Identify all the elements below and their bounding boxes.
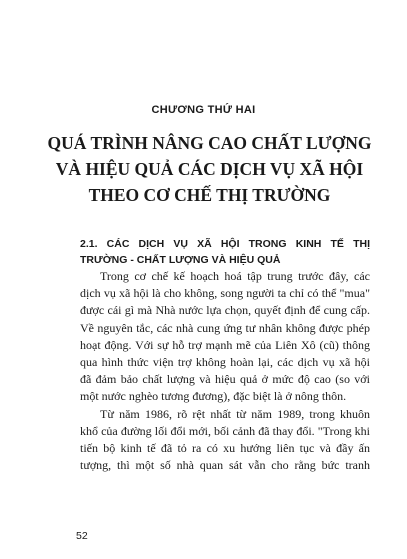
page-number: 52 bbox=[76, 530, 88, 542]
section-heading-line: TRƯỜNG - CHẤT LƯỢNG VÀ HIỆU QUẢ bbox=[80, 254, 281, 266]
section-heading bbox=[80, 236, 370, 268]
paragraph-line: tiến bộ kinh tế đã tỏ ra có xu hướng liên tục và đầy ấn bbox=[80, 440, 370, 455]
chapter-title-line: VÀ HIỆU QUẢ CÁC DỊCH VỤ XÃ HỘI bbox=[55, 159, 364, 179]
chapter-title-line: QUÁ TRÌNH NÂNG CAO CHẤT LƯỢNG bbox=[47, 133, 372, 153]
paragraph-line: dịch vụ xã hội là cho không, song người ta chỉ có thể "mua" bbox=[80, 286, 370, 301]
paragraph-line: Trong cơ chế kế hoạch hoá tập trung trước đây, các bbox=[100, 269, 370, 283]
paragraph-line: khổ của đường lối đổi mới, bối cảnh đã thay đổi. "Trong khi bbox=[80, 423, 370, 438]
paragraph-line: qua hình thức viện trợ không hoàn lại, các dịch vụ xã hội bbox=[80, 354, 370, 369]
paragraph-line: một nước nghèo tương đương), đặc biệt là ở nông thôn. bbox=[80, 389, 347, 404]
chapter-title-line: THEO CƠ CHẾ THỊ TRƯỜNG bbox=[88, 185, 331, 205]
section-heading-line: 2.1. CÁC DỊCH VỤ XÃ HỘI TRONG KINH TẾ THỊ bbox=[80, 238, 370, 250]
paragraph-line: được cái gì mà Nhà nước lựa chọn, quyết định để cung cấp. bbox=[80, 303, 370, 318]
paragraph-line: Từ năm 1986, rõ rệt nhất từ năm 1989, trong khuôn bbox=[100, 406, 370, 421]
body-text bbox=[80, 268, 370, 474]
paragraph-line: tượng, thì một số nhà quan sát vẫn cho rằng bức tranh bbox=[80, 458, 370, 473]
paragraph-line: hoạt động. Với sự hỗ trợ mạnh mẽ của Liên Xô (cũ) thông bbox=[80, 337, 370, 352]
chapter-label: CHƯƠNG THỨ HAI bbox=[151, 104, 256, 116]
paragraph-line: Về nguyên tắc, các nhà cung ứng tư nhân không được phép bbox=[80, 320, 370, 335]
paragraph-line: đã đảm bảo chất lượng và hiệu quả ở mức độ cao (so với bbox=[80, 372, 370, 387]
chapter-title bbox=[40, 130, 379, 208]
